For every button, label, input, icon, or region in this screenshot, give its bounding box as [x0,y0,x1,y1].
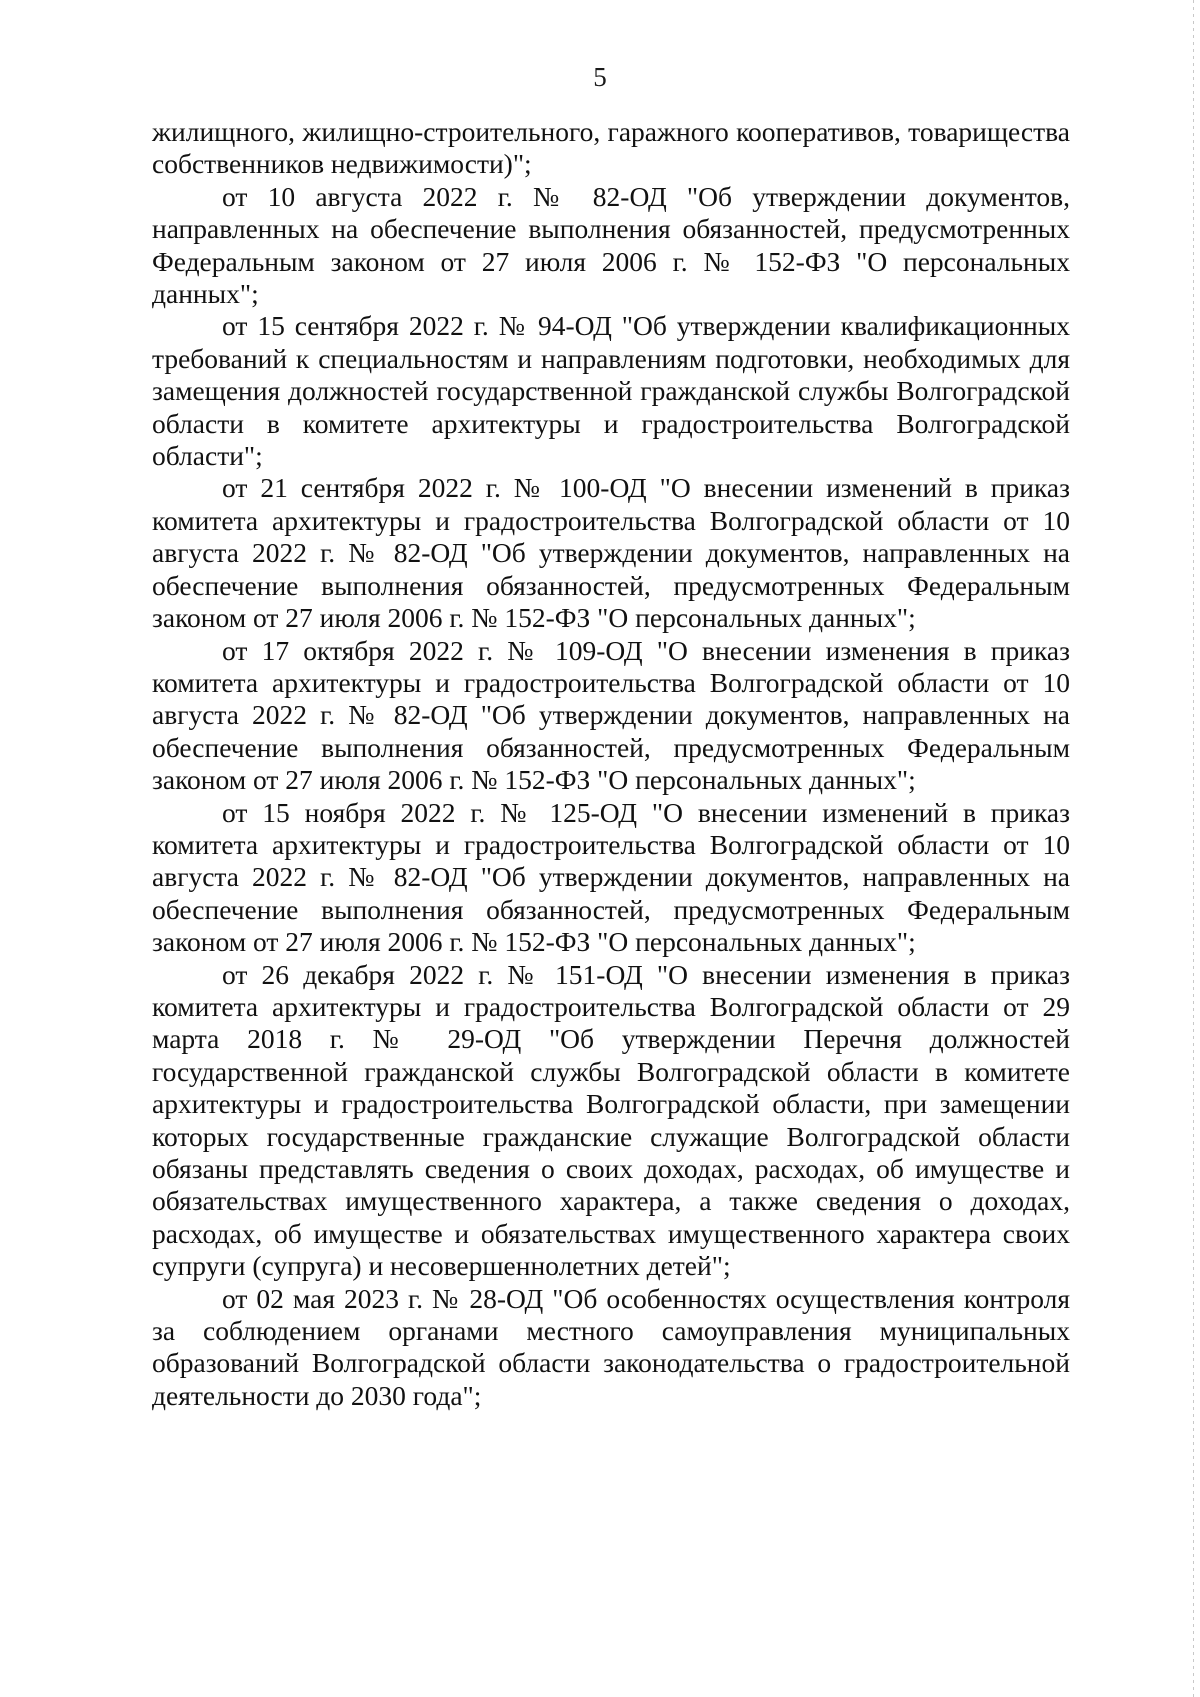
paragraph-continuation: жилищного, жилищно-строительного, гаражного кооперативов, товарищества собственников недвижимости)"; [152,116,1070,180]
paragraph-order-94-od: от 15 сентября 2022 г. № 94-ОД "Об утверждении квалификационных требований к специальностям и направлениям подготовки, необходимых для замещения должностей государственной гражданской службы Волгоградской области в комитете архитектуры и градостроительства Волгоградской области"; [152,310,1070,472]
scan-edge-line [1193,0,1194,1697]
paragraph-order-82-od: от 10 августа 2022 г. № 82-ОД "Об утверждении документов, направленных на обеспечение выполнения обязанностей, предусмотренных Федеральным законом от 27 июля 2006 г. № 152-ФЗ "О персональных данных"; [152,180,1070,310]
paragraph-order-109-od: от 17 октября 2022 г. № 109-ОД "О внесении изменения в приказ комитета архитектуры и градостроительства Волгоградской области от 10 августа 2022 г. № 82-ОД "Об утверждении документов, направленных на обеспечение выполнения обязанностей, предусмотренных Федеральным законом от 27 июля 2006 г. № 152-ФЗ "О персональных данных"; [152,634,1070,796]
page-number: 5 [593,62,607,92]
paragraph-order-28-od: от 02 мая 2023 г. № 28-ОД "Об особенностях осуществления контроля за соблюдением органами местного самоуправления муниципальных образований Волгоградской области законодательства о градостроительной деятельности до 2030 года"; [152,1282,1070,1411]
paragraph-order-125-od: от 15 ноября 2022 г. № 125-ОД "О внесении изменений в приказ комитета архитектуры и градостроительства Волгоградской области от 10 августа 2022 г. № 82-ОД "Об утверждении документов, направленных на обеспечение выполнения обязанностей, предусмотренных Федеральным законом от 27 июля 2006 г. № 152-ФЗ "О персональных данных"; [152,796,1070,958]
paragraph-order-151-od: от 26 декабря 2022 г. № 151-ОД "О внесении изменения в приказ комитета архитектуры и градостроительства Волгоградской области от 29 марта 2018 г. № 29-ОД "Об утверждении Перечня должностей государственной гражданской службы Волгоградской области в комитете архитектуры и градостроительства Волгоградской области, при замещении которых государственные гражданские служащие Волгоградской области обязаны представлять сведения о своих доходах, расходах, об имуществе и обязательствах имущественного характера, а также сведения о доходах, расходах, об имуществе и обязательствах имущественного характера своих супруги (супруга) и несовершеннолетних детей"; [152,958,1070,1282]
document-body [152,116,1070,1412]
paragraph-order-100-od: от 21 сентября 2022 г. № 100-ОД "О внесении изменений в приказ комитета архитектуры и градостроительства Волгоградской области от 10 августа 2022 г. № 82-ОД "Об утверждении документов, направленных на обеспечение выполнения обязанностей, предусмотренных Федеральным законом от 27 июля 2006 г. № 152-ФЗ "О персональных данных"; [152,472,1070,634]
